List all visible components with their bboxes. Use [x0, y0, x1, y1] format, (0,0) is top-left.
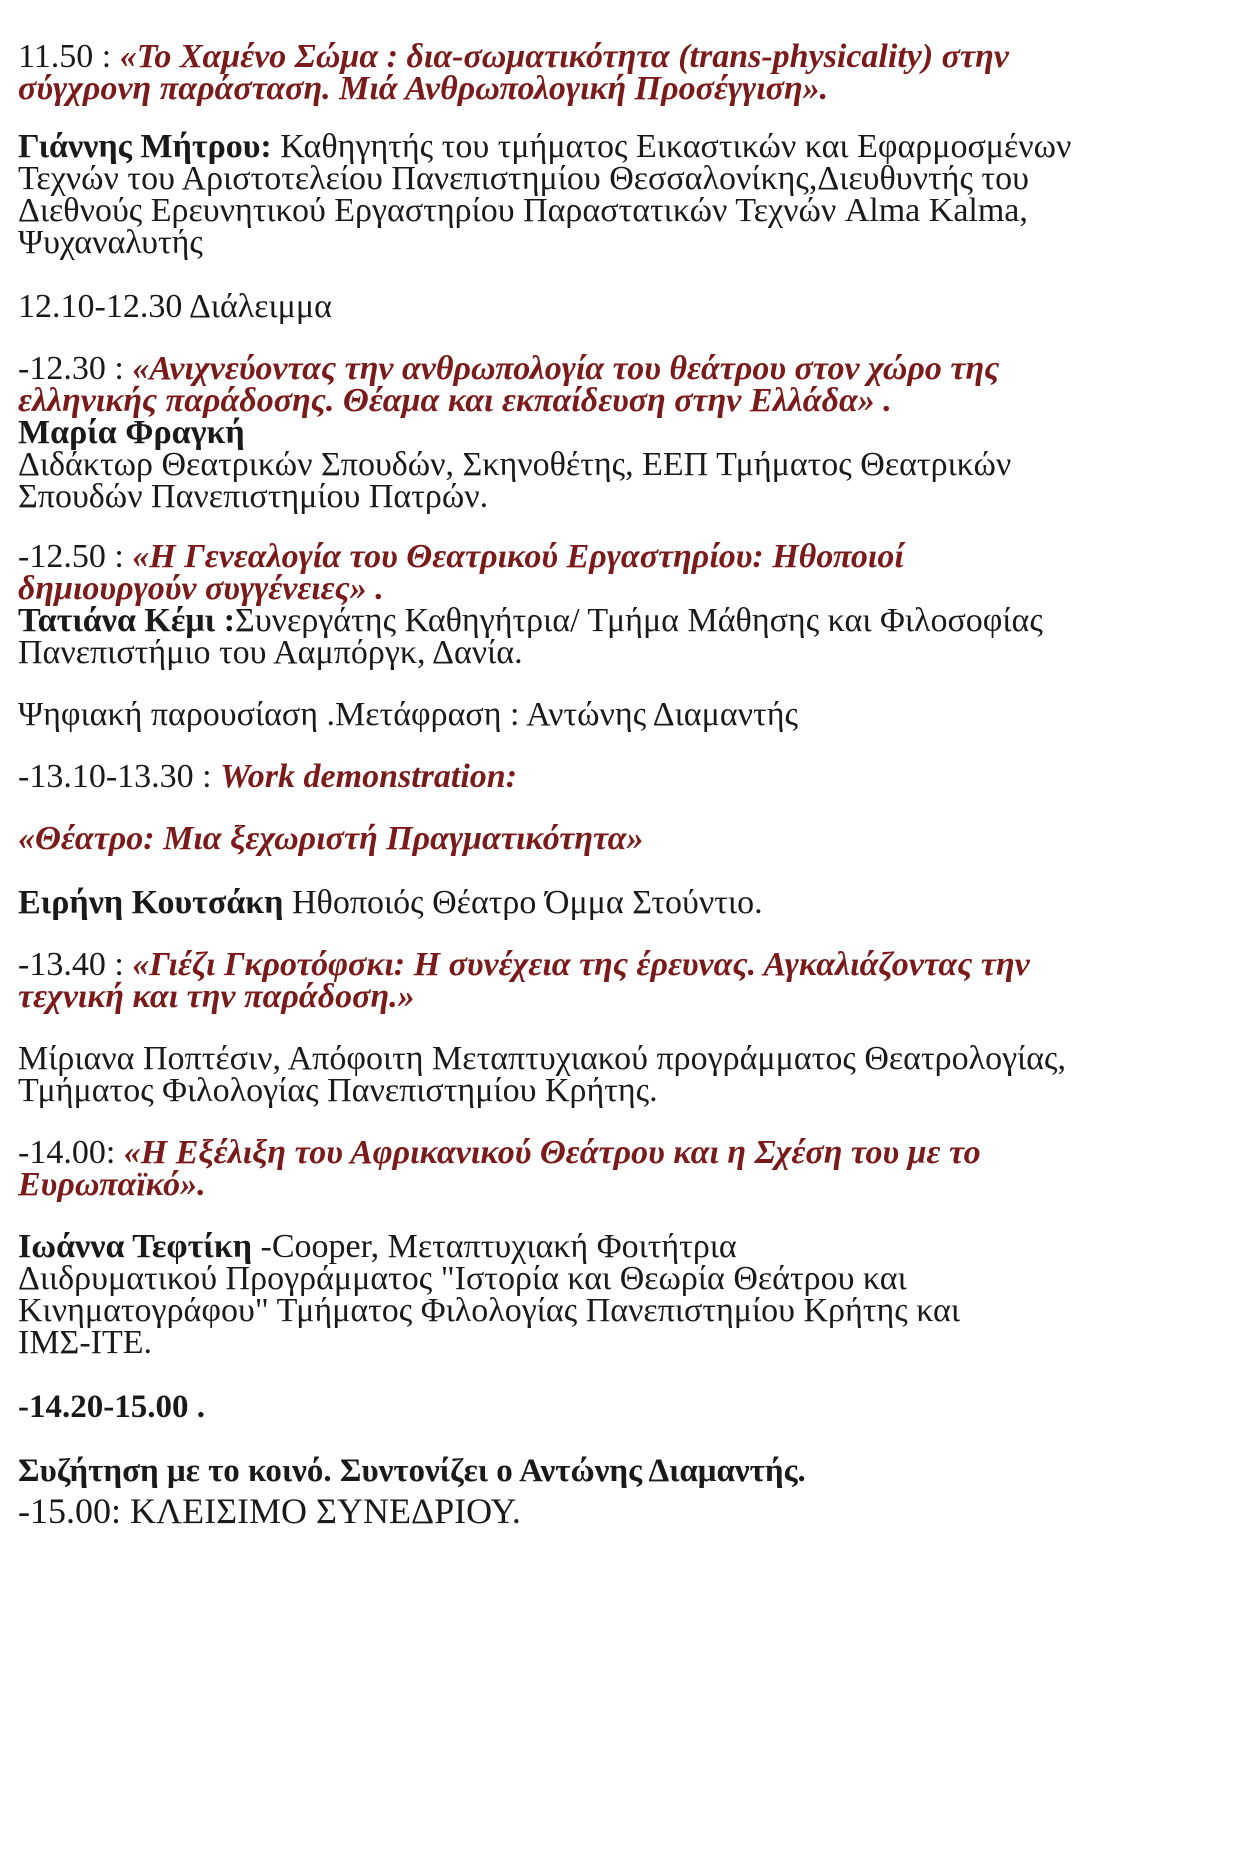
session-3-title: «Η Γενεαλογία του Θεατρικού Εργαστηρίου: Ηθοποιοί — [132, 538, 904, 575]
session-1-title: «Το Χαμένο Σώμα : δια-σωματικότητα (trans-physicality) στην — [119, 38, 1009, 75]
session-5-time: -13.40 : — [18, 946, 133, 983]
session-5-title: «Γιέζι Γκροτόφσκι: Η συνέχεια της έρευνας. Αγκαλιάζοντας την — [132, 946, 1030, 983]
session-4-time: -13.10-13.30 : — [18, 758, 221, 795]
session-4-title: «Θέατρο: Μια ξεχωριστή Πραγματικότητα» — [18, 820, 644, 857]
session-5-role-line-2: Τμήματος Φιλολογίας Πανεπιστημίου Κρήτης. — [18, 1072, 658, 1109]
session-1-role-line-2: Τεχνών του Αριστοτελείου Πανεπιστημίου Θεσσαλονίκης,Διευθυντής του — [18, 160, 1029, 197]
session-6-title-line-2: Ευρωπαϊκό». — [18, 1166, 206, 1203]
session-6-role: -Cooper, Μεταπτυχιακή Φοιτήτρια — [252, 1228, 737, 1265]
discussion-time: -14.20-15.00 . — [18, 1389, 205, 1425]
session-3-role-line-2: Πανεπιστήμιο του Ααμπόργκ, Δανία. — [18, 634, 523, 671]
session-6-speaker: Ιωάννα Τεφτίκη — [18, 1228, 253, 1265]
session-4-speaker-line — [18, 884, 763, 922]
closing-line: -15.00: ΚΛΕΙΣΙΜΟ ΣΥΝΕΔΡΙΟΥ. — [18, 1491, 521, 1531]
session-1-role: Καθηγητής του τμήματος Εικαστικών και Εφαρμοσμένων — [271, 128, 1072, 165]
discussion-text: Συζήτηση με το κοινό. Συντονίζει ο Αντώνης Διαμαντής. — [18, 1453, 806, 1489]
session-6-role-line-4: ΙΜΣ-ΙΤΕ. — [18, 1324, 153, 1361]
session-1-role-line-3: Διεθνούς Ερευνητικού Εργαστηρίου Παραστατικών Τεχνών Alma Kalma, — [18, 192, 1028, 229]
session-2-role-line-2: Σπουδών Πανεπιστημίου Πατρών. — [18, 478, 489, 515]
session-1-role-line-4: Ψυχαναλυτής — [18, 224, 203, 261]
session-4-time-line — [18, 758, 517, 796]
session-1-title-line-2: σύγχρονη παράσταση. Μιά Ανθρωπολογική Προσέγγιση». — [18, 70, 829, 107]
session-2-title-line-2: ελληνικής παράδοσης. Θέαμα και εκπαίδευση στην Ελλάδα» . — [18, 382, 892, 419]
session-2-role-line-1: Διδάκτωρ Θεατρικών Σπουδών, Σκηνοθέτης, ΕΕΠ Τμήματος Θεατρικών — [18, 446, 1012, 483]
break-line: 12.10-12.30 Διάλειμμα — [18, 288, 332, 325]
session-2-time: -12.30 : — [18, 350, 133, 387]
session-1-speaker: Γιάννης Μήτρου: — [18, 128, 272, 165]
session-5-title-line-2: τεχνική και την παράδοση.» — [18, 978, 415, 1015]
session-3-note: Ψηφιακή παρουσίαση .Μετάφραση : Αντώνης Διαμαντής — [18, 696, 798, 733]
session-2-title: «Ανιχνεύοντας την ανθρωπολογία του θεάτρου στον χώρο της — [132, 350, 1000, 387]
session-4-label: Work demonstration: — [220, 758, 518, 795]
session-3-speaker: Τατιάνα Κέμι : — [18, 602, 236, 639]
session-2-speaker: Μαρία Φραγκή — [18, 414, 245, 451]
session-6-time: -14.00: — [18, 1134, 124, 1171]
session-6-role-line-3: Κινηματογράφου" Τμήματος Φιλολογίας Πανεπιστημίου Κρήτης και — [18, 1292, 961, 1329]
session-4-role: Ηθοποιός Θέατρο Όμμα Στούντιο. — [283, 884, 763, 921]
session-3-title-line-2: δημιουργούν συγγένειες» . — [18, 570, 384, 607]
session-6-title: «Η Εξέλιξη του Αφρικανικού Θεάτρου και η Σχέση του με το — [123, 1134, 981, 1171]
session-6-role-line-2: Διιδρυματικού Προγράμματος "Ιστορία και Θεωρία Θεάτρου και — [18, 1260, 907, 1297]
session-3-role: Συνεργάτης Καθηγήτρια/ Τμήμα Μάθησης και Φιλοσοφίας — [235, 602, 1043, 639]
session-4-speaker: Ειρήνη Κουτσάκη — [18, 884, 284, 921]
session-3-time: -12.50 : — [18, 538, 133, 575]
session-1-time: 11.50 : — [18, 38, 120, 75]
session-5-role-line-1: Μίριανα Ποπτέσιν, Απόφοιτη Μεταπτυχιακού προγράμματος Θεατρολογίας, — [18, 1040, 1067, 1077]
